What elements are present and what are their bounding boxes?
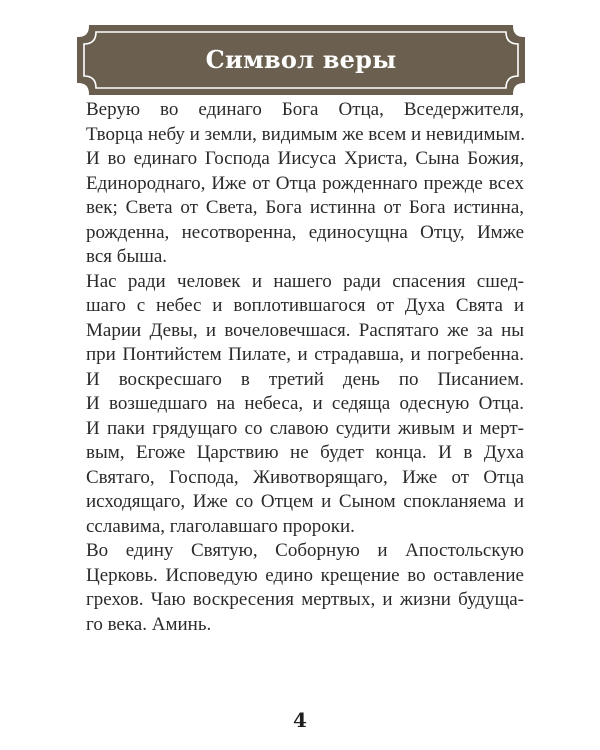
text-line: при Понтийстем Пилате, и страдавша, и погребенна. [86,344,524,365]
text-line: И возшедшаго на небеса, и седяща одесную Отца. [86,393,524,414]
page-title: Символ веры [205,45,397,74]
text-line: го века. Аминь. [86,613,212,635]
text-line: Верую во единаго Бога Отца, Вседержителя, [86,99,524,120]
text-line: Марии Девы, и вочеловечшася. Распятаго же за ны [86,319,524,341]
text-line: Церковь. Исповедую едино крещение во оставление [86,564,524,586]
title-banner [76,24,526,96]
paragraph-1 [86,98,524,270]
text-line: Нас ради человек и нашего ради спасения сшед- [86,270,524,292]
text-line: рожденна, несотворенна, единосущна Отцу, Имже [86,221,524,243]
page-number: 4 [293,708,307,732]
text-line: Во едину Святую, Соборную и Апостольскую [86,540,524,561]
text-line: Единороднаго, Иже от Отца рожденнаго прежде всех [86,172,524,194]
text-line: исходящаго, Иже со Отцем и Сыном спокланяема и [86,491,524,512]
text-line: И во единаго Господа Иисуса Христа, Сына Божия, [86,148,524,169]
text-line: И воскресшаго в третий день по Писанием. [86,368,524,390]
text-line: грехов. Чаю воскресения мертвых, и жизни будуща- [86,589,524,610]
text-line: сславима, глаголавшаго пророки. [86,515,355,537]
text-line: вся быша. [86,246,168,267]
text-line: век; Света от Света, Бога истинна от Бога истинна, [86,197,524,218]
text-line: И паки грядущаго со славою судити живым и мерт- [86,417,524,439]
text-line: Творца небу и земли, видимым же всем и невидимым. [86,123,526,145]
paragraph-2 [86,270,524,540]
text-line: шаго с небес и воплотившагося от Духа Свята и [86,295,524,316]
creed-text [86,98,524,637]
text-line: вым, Егоже Царствию не будет конца. И в Духа [86,442,524,463]
paragraph-3 [86,539,524,637]
text-line: Святаго, Господа, Животворящаго, Иже от Отца [86,466,524,488]
